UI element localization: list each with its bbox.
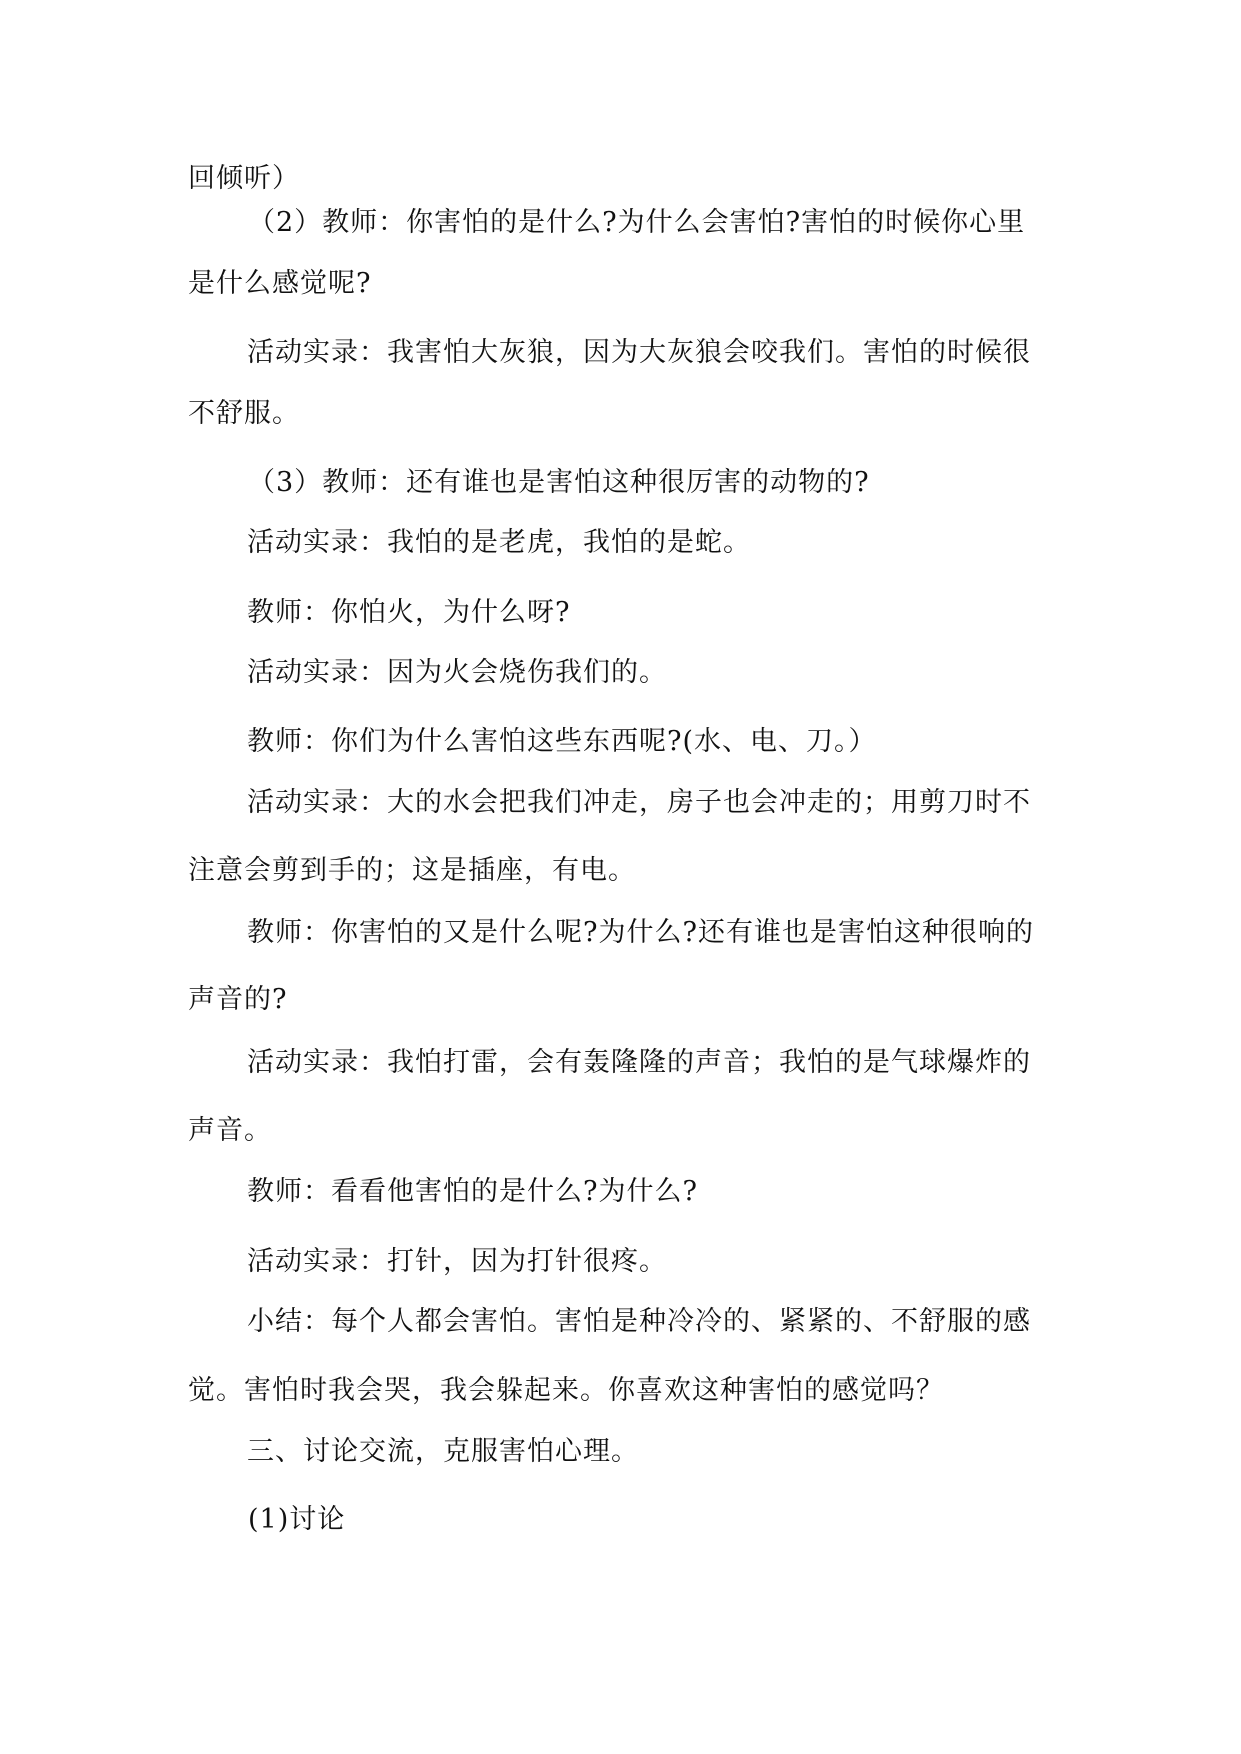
text-line: 声音。 [188,1115,272,1146]
text-line: 活动实录：大的水会把我们冲走，房子也会冲走的；用剪刀时不 [247,787,1031,818]
text-line: 教师：你怕火，为什么呀? [247,597,571,628]
text-line: 是什么感觉呢? [188,268,372,299]
text-line: （3）教师：还有谁也是害怕这种很厉害的动物的? [248,467,870,498]
text-line: 觉。害怕时我会哭，我会躲起来。你喜欢这种害怕的感觉吗？ [188,1375,944,1406]
text-line: 教师：看看他害怕的是什么?为什么? [247,1176,698,1207]
text-line: (1)讨论 [248,1504,346,1535]
text-line: 活动实录：打针，因为打针很疼。 [247,1246,667,1277]
text-line: 三、讨论交流，克服害怕心理。 [247,1436,639,1467]
text-line: 教师：你害怕的又是什么呢?为什么?还有谁也是害怕这种很响的 [247,917,1034,948]
text-line: 教师：你们为什么害怕这些东西呢?(水、电、刀。） [247,726,877,757]
text-line: 小结：每个人都会害怕。害怕是种冷冷的、紧紧的、不舒服的感 [247,1306,1031,1337]
text-line: 不舒服。 [188,398,300,429]
text-line: 活动实录：我害怕大灰狼，因为大灰狼会咬我们。害怕的时候很 [247,337,1031,368]
text-line: 回倾听） [188,163,300,194]
text-line: 活动实录：我怕的是老虎，我怕的是蛇。 [247,527,751,558]
text-line: 注意会剪到手的；这是插座，有电。 [188,855,636,886]
text-line: 活动实录：我怕打雷，会有轰隆隆的声音；我怕的是气球爆炸的 [247,1047,1031,1078]
text-line: 声音的? [188,984,288,1015]
text-line: 活动实录：因为火会烧伤我们的。 [247,657,667,688]
text-line: （2）教师：你害怕的是什么?为什么会害怕?害怕的时候你心里 [248,207,1026,238]
